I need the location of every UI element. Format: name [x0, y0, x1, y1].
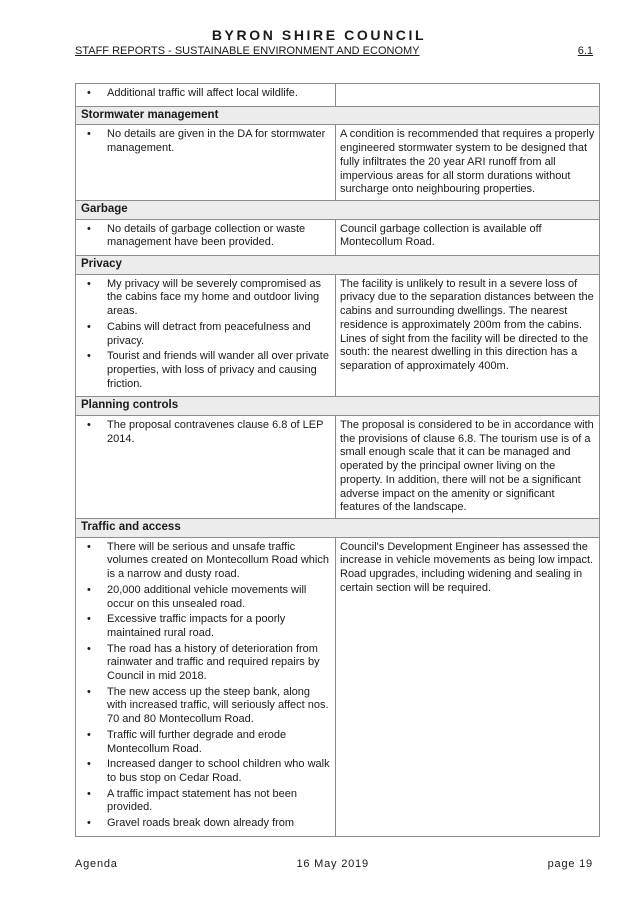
response-cell: Council garbage collection is available off Montecollum Road.	[336, 219, 600, 255]
issue-list	[80, 419, 331, 446]
list-item: • A traffic impact statement has not been provided.	[80, 788, 331, 815]
list-item: • No details are given in the DA for stormwater management.	[80, 128, 331, 155]
section-heading: Garbage	[76, 200, 600, 219]
table-row	[76, 274, 600, 397]
page-footer	[75, 858, 593, 870]
section-heading-row	[76, 518, 600, 537]
response-cell: A condition is recommended that requires a properly engineered stormwater system to be designed that fully infiltrates the 20 year ARI runoff from all impervious areas for all storm durations without surcharge onto neighbouring properties.	[336, 125, 600, 201]
table-row	[76, 125, 600, 201]
list-item: • Additional traffic will affect local wildlife.	[80, 87, 331, 101]
section-heading: Stormwater management	[76, 106, 600, 125]
response-cell: The facility is unlikely to result in a severe loss of privacy due to the separation distances between the cabins and surrounding dwellings. The nearest residence is approximately 200m from the cabins. Lines of sight from the facility will be directed to the south: the nearest dwelling in this direction has a separation of approximately 400m.	[336, 274, 600, 397]
list-item: • No details of garbage collection or waste management have been provided.	[80, 223, 331, 250]
footer-date: 16 May 2019	[296, 858, 369, 870]
section-heading-row	[76, 200, 600, 219]
response-cell: Council's Development Engineer has assessed the increase in vehicle movements as being low impact. Road upgrades, including widening and sealing in certain section will be required.	[336, 537, 600, 836]
issue-list	[80, 128, 331, 155]
report-subtitle-bar	[75, 45, 593, 57]
submissions-table	[75, 83, 600, 837]
footer-agenda: Agenda	[75, 858, 118, 870]
report-subtitle: STAFF REPORTS - SUSTAINABLE ENVIRONMENT AND ECONOMY	[75, 45, 420, 57]
issue-cell	[76, 416, 336, 519]
section-heading: Planning controls	[76, 397, 600, 416]
issue-list	[80, 223, 331, 250]
list-item: • There will be serious and unsafe traffic volumes created on Montecollum Road which is a narrow and dusty road.	[80, 541, 331, 582]
table-row	[76, 84, 600, 107]
list-item: • Increased danger to school children who walk to bus stop on Cedar Road.	[80, 758, 331, 785]
list-item: • 20,000 additional vehicle movements will occur on this unsealed road.	[80, 584, 331, 611]
list-item: • The new access up the steep bank, along with increased traffic, will seriously affect nos. 70 and 80 Montecollum Road.	[80, 686, 331, 727]
issue-cell	[76, 125, 336, 201]
list-item: • Excessive traffic impacts for a poorly maintained rural road.	[80, 613, 331, 640]
table-row	[76, 416, 600, 519]
issue-cell	[76, 219, 336, 255]
submissions-table-body	[76, 84, 600, 837]
council-name: BYRON SHIRE COUNCIL	[211, 27, 427, 43]
table-row	[76, 537, 600, 836]
response-cell: The proposal is considered to be in accordance with the provisions of clause 6.8. The tourism use is of a small enough scale that it can be managed and operated by the principal owner living on the property. In addition, there will not be a significant adverse impact on the amenity or significant features of the landscape.	[336, 416, 600, 519]
list-item: • Tourist and friends will wander all over private properties, with loss of privacy and causing friction.	[80, 350, 331, 391]
issue-cell	[76, 274, 336, 397]
section-heading-row	[76, 256, 600, 275]
list-item: • Traffic will further degrade and erode Montecollum Road.	[80, 729, 331, 756]
list-item: • My privacy will be severely compromised as the cabins face my home and outdoor living areas.	[80, 278, 331, 319]
issue-list	[80, 87, 331, 101]
item-number: 6.1	[577, 45, 593, 57]
footer-page-number: page 19	[547, 858, 593, 870]
response-cell	[336, 84, 600, 107]
issue-cell	[76, 84, 336, 107]
section-heading-row	[76, 397, 600, 416]
list-item: • The road has a history of deterioration from rainwater and traffic and required repairs by Council in mid 2018.	[80, 643, 331, 684]
list-item: • Cabins will detract from peacefulness and privacy.	[80, 321, 331, 348]
list-item: • The proposal contravenes clause 6.8 of LEP 2014.	[80, 419, 331, 446]
section-heading: Traffic and access	[76, 518, 600, 537]
list-item: • Gravel roads break down already from	[80, 817, 331, 831]
issue-list	[80, 541, 331, 831]
table-row	[76, 219, 600, 255]
issue-cell	[76, 537, 336, 836]
section-heading: Privacy	[76, 256, 600, 275]
section-heading-row	[76, 106, 600, 125]
issue-list	[80, 278, 331, 392]
